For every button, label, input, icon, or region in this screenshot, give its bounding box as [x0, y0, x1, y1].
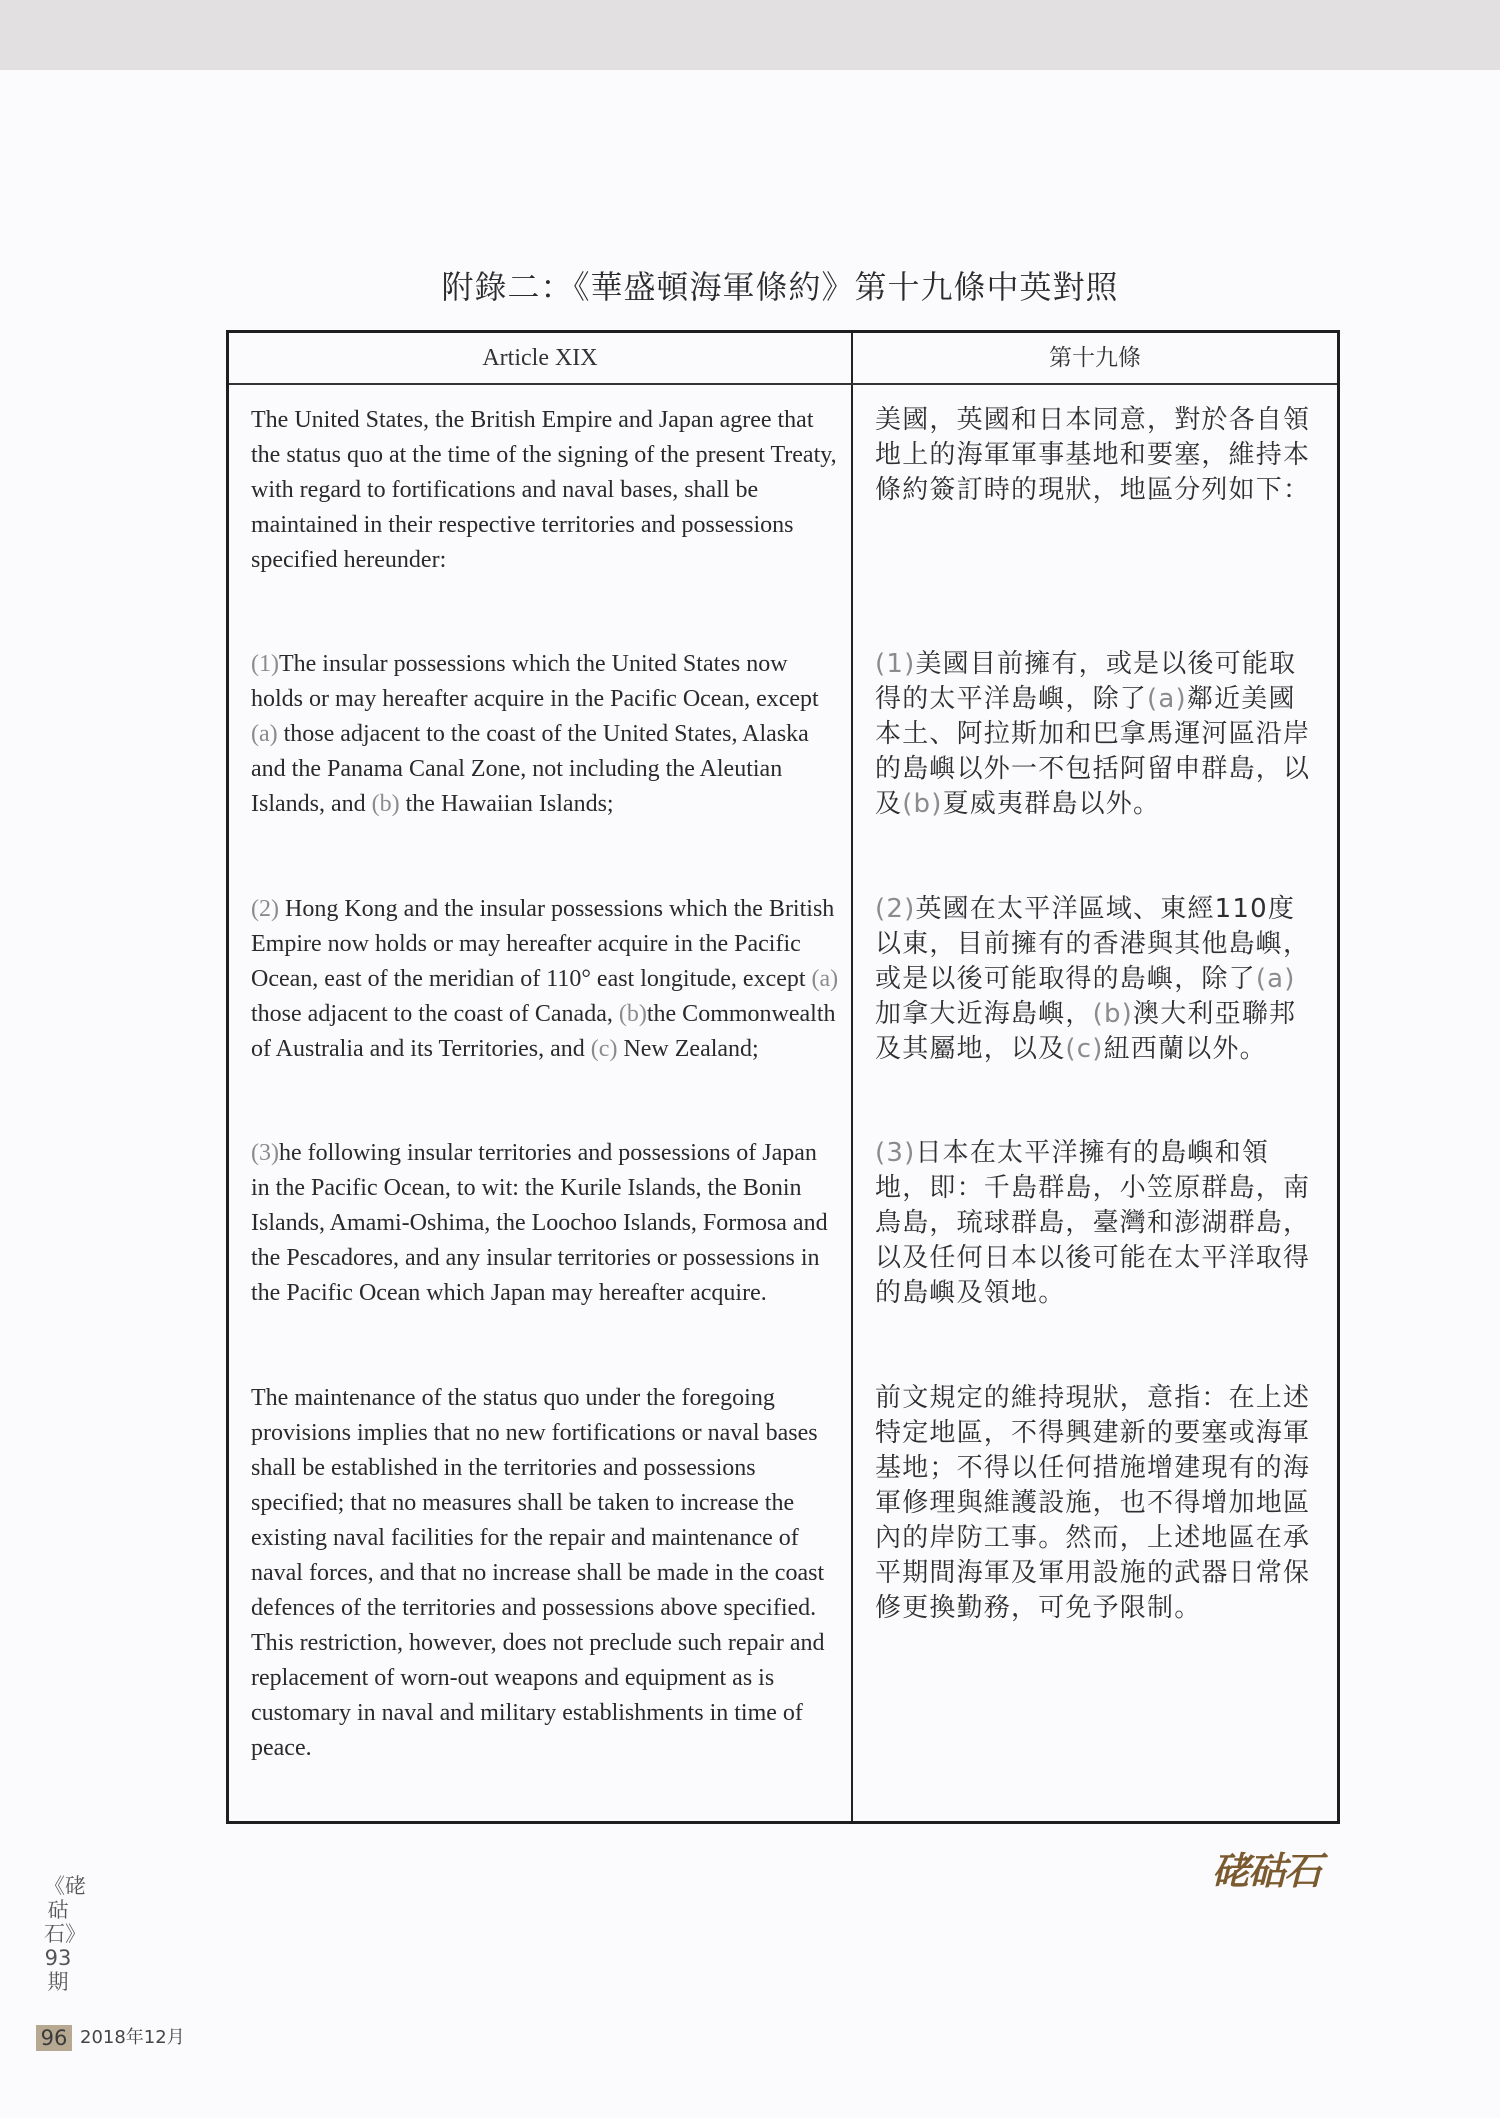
clause-text: those adjacent to the coast of the United States, Alaska and the Panama Canal Zone, not including the Aleutian Islands, and	[251, 721, 809, 817]
clause-marker: (2)	[251, 896, 279, 922]
english-paragraph-intro	[251, 403, 841, 578]
clause-marker: (b)	[1092, 999, 1134, 1029]
header-chinese: 第十九條	[1049, 345, 1141, 371]
clause-marker: (b)	[371, 791, 400, 817]
publication-issue-label: 《硓𥑮石》93期	[44, 1874, 86, 1994]
clause-text: The insular possessions which the United States now holds or may hereafter acquire in the Pacific Ocean, except	[251, 651, 819, 712]
clause-text: those adjacent to the coast of Canada,	[251, 1001, 619, 1027]
chinese-paragraph-intro	[875, 403, 1315, 508]
clause-text: 加拿大近海島嶼，	[875, 999, 1093, 1029]
comparison-table	[226, 330, 1340, 1824]
clause-text: he following insular territories and possessions of Japan in the Pacific Ocean, to wit: the Kurile Islands, the Bonin Islands, Amami-Oshima, the Loochoo Islands, Formosa and the Pescadores, and any insular territories or possessions in the Pacific Ocean which Japan may hereafter acquire.	[251, 1140, 828, 1306]
clause-marker: (1)	[251, 651, 279, 677]
chinese-paragraph-1	[875, 647, 1315, 822]
clause-marker: (2)	[875, 894, 916, 924]
clause-text: 紐西蘭以外。	[1103, 1034, 1267, 1064]
clause-marker: (a)	[251, 721, 278, 747]
clause-text: 澳大利亞聯邦及其屬地，以及	[875, 999, 1297, 1064]
clause-text: the Commonwealth of Australia and its Territories, and	[251, 1001, 836, 1062]
clause-text: 英國在太平洋區域、東經110度以東，目前擁有的香港與其他島嶼，或是以後可能取得的島嶼，除了	[875, 894, 1311, 994]
clause-text: 前文規定的維持現狀，意指：在上述特定地區，不得興建新的要塞或海軍基地；不得以任何措施增建現有的海軍修理與維護設施，也不得增加地區內的岸防工事。然而，上述地區在承平期間海軍及軍用設施的武器日常保修更換勤務，可免予限制。	[875, 1383, 1311, 1623]
clause-marker: (3)	[875, 1138, 916, 1168]
clause-text: New Zealand;	[617, 1036, 759, 1062]
clause-text: Hong Kong and the insular possessions which the British Empire now holds or may hereafter acquire in the Pacific Ocean, east of the meridian of 110° east longitude, except	[251, 896, 835, 992]
brand-logo: 硓𥑮石	[1212, 1848, 1321, 1893]
table-header-row	[229, 333, 1337, 385]
clause-marker: (c)	[590, 1036, 618, 1062]
document-title: 附錄二：《華盛頓海軍條約》第十九條中英對照	[441, 268, 1119, 306]
english-paragraph-maintenance	[251, 1381, 841, 1766]
clause-text: 日本在太平洋擁有的島嶼和領地，即：千島群島，小笠原群島，南鳥島，琉球群島，臺灣和澎湖群島，以及任何日本以後可能在太平洋取得的島嶼及領地。	[875, 1138, 1311, 1308]
chinese-paragraph-maintenance	[875, 1381, 1315, 1626]
english-paragraph-3	[251, 1136, 841, 1311]
clause-marker: (a)	[811, 966, 839, 992]
clause-marker: (1)	[875, 649, 916, 679]
scan-top-band	[0, 0, 1500, 70]
clause-marker: (3)	[251, 1140, 279, 1166]
issue-date: 2018年12月	[80, 2027, 185, 2048]
clause-marker: (b)	[618, 1001, 647, 1027]
clause-marker: (c)	[1065, 1034, 1104, 1064]
header-english: Article XIX	[482, 345, 598, 371]
english-paragraph-1	[251, 647, 841, 822]
chinese-paragraph-3	[875, 1136, 1315, 1311]
page-number: 96	[36, 2025, 72, 2051]
clause-marker: (b)	[902, 789, 943, 819]
column-divider	[851, 333, 853, 1821]
clause-text: the Hawaiian Islands;	[399, 791, 614, 817]
clause-text: The United States, the British Empire and Japan agree that the status quo at the time of the signing of the present Treaty, with regard to fortifications and naval bases, shall be maintained in their respective territories and possessions specified hereunder:	[251, 407, 837, 573]
clause-text: 鄰近美國本土、阿拉斯加和巴拿馬運河區沿岸的島嶼以外一不包括阿留申群島，以及	[875, 684, 1311, 819]
clause-text: 美國目前擁有，或是以後可能取得的太平洋島嶼，除了	[875, 649, 1297, 714]
english-paragraph-2	[251, 892, 841, 1067]
clause-text: The maintenance of the status quo under the foregoing provisions implies that no new fortifications or naval bases shall be established in the territories and possessions specified; that no measures shall be taken to increase the existing naval facilities for the repair and maintenance of naval forces, and that no increase shall be made in the coast defences of the territories and possessions above specified. This restriction, however, does not preclude such repair and replacement of worn-out weapons and equipment as is customary in naval and military establishments in time of peace.	[251, 1385, 825, 1761]
clause-marker: (a)	[1255, 964, 1296, 994]
chinese-paragraph-2	[875, 892, 1315, 1067]
clause-text: 夏威夷群島以外。	[942, 789, 1161, 819]
clause-marker: (a)	[1147, 684, 1187, 714]
clause-text: 美國，英國和日本同意，對於各自領地上的海軍軍事基地和要塞，維持本條約簽訂時的現狀，地區分列如下：	[875, 405, 1311, 505]
